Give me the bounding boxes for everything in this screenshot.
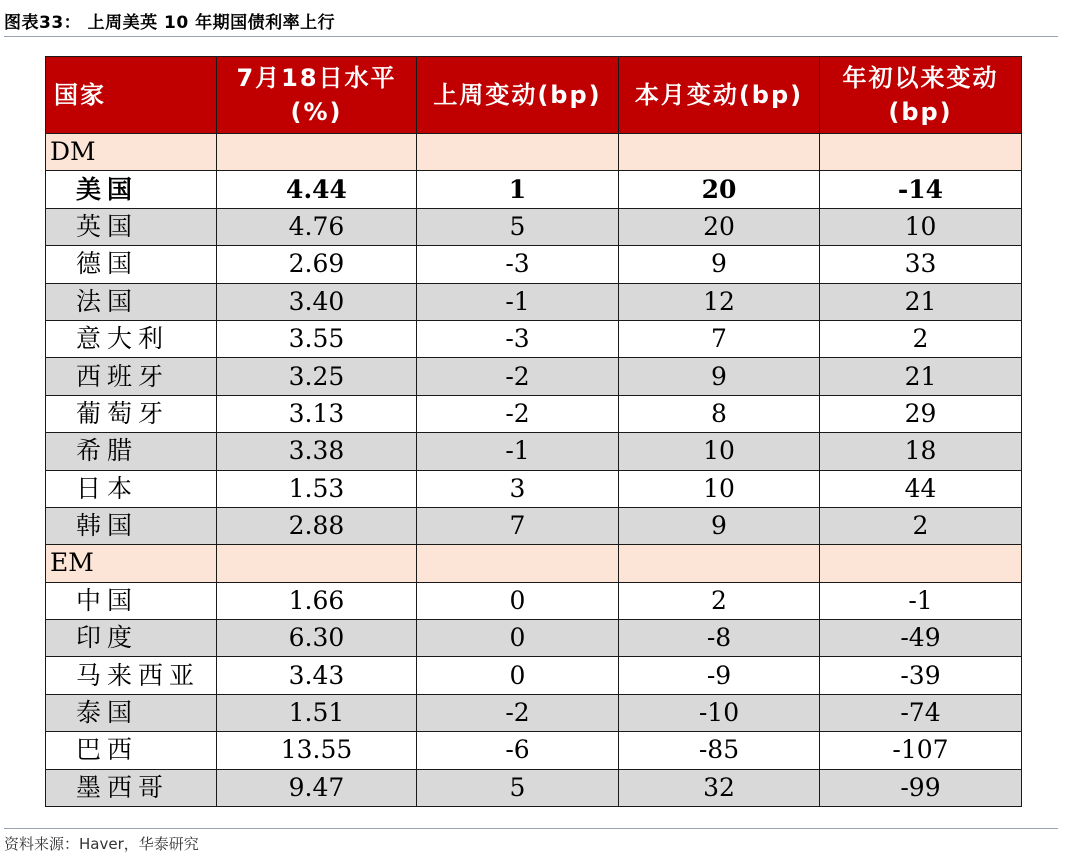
ytd-change-cell: 21 (820, 283, 1022, 320)
country-cell: 巴西 (46, 732, 217, 769)
monthly-change-cell: 32 (619, 769, 820, 806)
table-row (46, 470, 1022, 507)
section-cell (217, 134, 417, 171)
section-cell (820, 134, 1022, 171)
section-cell (619, 545, 820, 582)
ytd-change-cell: 29 (820, 395, 1022, 432)
table-row (46, 395, 1022, 432)
country-cell: 英国 (46, 208, 217, 245)
header-weekly-change: 上周变动(bp) (417, 57, 619, 134)
monthly-change-cell: 7 (619, 320, 820, 357)
country-cell: 中国 (46, 582, 217, 619)
header-country: 国家 (46, 57, 217, 134)
weekly-change-cell: 7 (417, 507, 619, 544)
country-cell: 意大利 (46, 320, 217, 357)
country-cell: 美国 (46, 171, 217, 208)
monthly-change-cell: 8 (619, 395, 820, 432)
country-cell: 希腊 (46, 433, 217, 470)
weekly-change-cell: 5 (417, 769, 619, 806)
weekly-change-cell: -2 (417, 694, 619, 731)
monthly-change-cell: 20 (619, 171, 820, 208)
section-cell (619, 134, 820, 171)
weekly-change-cell: -1 (417, 283, 619, 320)
country-cell: 葡萄牙 (46, 395, 217, 432)
ytd-change-cell: 2 (820, 320, 1022, 357)
ytd-change-cell: 33 (820, 246, 1022, 283)
ytd-change-cell: 18 (820, 433, 1022, 470)
ytd-change-cell: -99 (820, 769, 1022, 806)
header-ytd-line1: 年初以来变动 (842, 64, 999, 92)
level-cell: 2.69 (217, 246, 417, 283)
table-row (46, 246, 1022, 283)
table-row (46, 358, 1022, 395)
weekly-change-cell: 0 (417, 620, 619, 657)
weekly-change-cell: -3 (417, 246, 619, 283)
section-cell (417, 134, 619, 171)
table-row (46, 732, 1022, 769)
weekly-change-cell: 3 (417, 470, 619, 507)
section-label-dm: DM (46, 134, 217, 171)
level-cell: 3.43 (217, 657, 417, 694)
level-cell: 1.66 (217, 582, 417, 619)
level-cell: 4.76 (217, 208, 417, 245)
table-row (46, 433, 1022, 470)
table-header-row (46, 57, 1022, 134)
level-cell: 1.51 (217, 694, 417, 731)
section-row-em (46, 545, 1022, 582)
level-cell: 3.55 (217, 320, 417, 357)
ytd-change-cell: -14 (820, 171, 1022, 208)
monthly-change-cell: 2 (619, 582, 820, 619)
level-cell: 13.55 (217, 732, 417, 769)
table-row (46, 171, 1022, 208)
country-cell: 西班牙 (46, 358, 217, 395)
monthly-change-cell: 9 (619, 246, 820, 283)
level-cell: 9.47 (217, 769, 417, 806)
ytd-change-cell: 21 (820, 358, 1022, 395)
level-cell: 1.53 (217, 470, 417, 507)
header-ytd-change (820, 57, 1022, 134)
weekly-change-cell: -3 (417, 320, 619, 357)
monthly-change-cell: 10 (619, 433, 820, 470)
ytd-change-cell: 10 (820, 208, 1022, 245)
country-cell: 德国 (46, 246, 217, 283)
header-ytd-line2: (bp) (888, 98, 953, 126)
monthly-change-cell: 10 (619, 470, 820, 507)
table-row (46, 657, 1022, 694)
monthly-change-cell: 12 (619, 283, 820, 320)
level-cell: 3.25 (217, 358, 417, 395)
monthly-change-cell: -10 (619, 694, 820, 731)
level-cell: 6.30 (217, 620, 417, 657)
weekly-change-cell: 1 (417, 171, 619, 208)
level-cell: 3.13 (217, 395, 417, 432)
header-monthly-change: 本月变动(bp) (619, 57, 820, 134)
level-cell: 3.40 (217, 283, 417, 320)
ytd-change-cell: -39 (820, 657, 1022, 694)
section-cell (820, 545, 1022, 582)
ytd-change-cell: -74 (820, 694, 1022, 731)
weekly-change-cell: -6 (417, 732, 619, 769)
table-row (46, 620, 1022, 657)
header-level-line2: (%) (290, 98, 343, 126)
level-cell: 4.44 (217, 171, 417, 208)
level-cell: 2.88 (217, 507, 417, 544)
country-cell: 墨西哥 (46, 769, 217, 806)
country-cell: 法国 (46, 283, 217, 320)
bond-yield-table (45, 56, 1022, 807)
ytd-change-cell: 2 (820, 507, 1022, 544)
monthly-change-cell: -85 (619, 732, 820, 769)
section-cell (417, 545, 619, 582)
title-divider (4, 36, 1058, 37)
footnote-divider (4, 828, 1058, 829)
table-row (46, 769, 1022, 806)
weekly-change-cell: -1 (417, 433, 619, 470)
ytd-change-cell: 44 (820, 470, 1022, 507)
weekly-change-cell: -2 (417, 395, 619, 432)
weekly-change-cell: 0 (417, 582, 619, 619)
figure-title: 图表33： 上周美英 10 年期国债利率上行 (4, 13, 336, 33)
header-level-line1: 7月18日水平 (236, 64, 397, 92)
section-label-em: EM (46, 545, 217, 582)
monthly-change-cell: -8 (619, 620, 820, 657)
table-row (46, 694, 1022, 731)
ytd-change-cell: -49 (820, 620, 1022, 657)
table-row (46, 283, 1022, 320)
country-cell: 马来西亚 (46, 657, 217, 694)
monthly-change-cell: -9 (619, 657, 820, 694)
country-cell: 韩国 (46, 507, 217, 544)
country-cell: 印度 (46, 620, 217, 657)
section-cell (217, 545, 417, 582)
ytd-change-cell: -107 (820, 732, 1022, 769)
monthly-change-cell: 20 (619, 208, 820, 245)
monthly-change-cell: 9 (619, 507, 820, 544)
table-row (46, 582, 1022, 619)
weekly-change-cell: -2 (417, 358, 619, 395)
ytd-change-cell: -1 (820, 582, 1022, 619)
weekly-change-cell: 5 (417, 208, 619, 245)
weekly-change-cell: 0 (417, 657, 619, 694)
monthly-change-cell: 9 (619, 358, 820, 395)
header-level (217, 57, 417, 134)
country-cell: 日本 (46, 470, 217, 507)
table-row (46, 320, 1022, 357)
level-cell: 3.38 (217, 433, 417, 470)
table-row (46, 208, 1022, 245)
country-cell: 泰国 (46, 694, 217, 731)
table-row (46, 507, 1022, 544)
source-footnote: 资料来源：Haver，华泰研究 (4, 835, 199, 853)
section-row-dm (46, 134, 1022, 171)
